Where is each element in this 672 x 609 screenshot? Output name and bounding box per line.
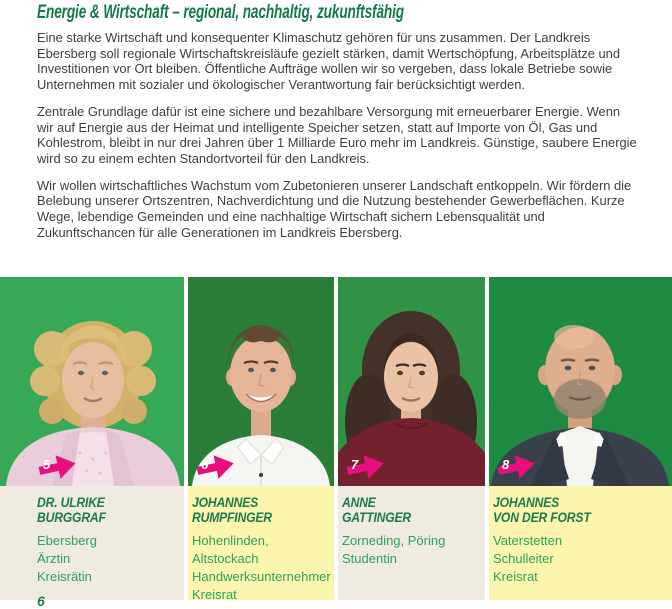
paragraph-2: Zentrale Grundlage dafür ist eine sichere und bezahlbare Versorgung mit erneuerbarer Energie. Wenn wir auf Energie aus der Heimat und intelligente Speicher setzen, statt auf Importe von Öl, Gas und Kohlestrom, bleibt in nur drei Jahren über 1 Milliarde Euro mehr im Landkreis. Günstige, saubere Energie wird so zu einem echten Standortvorteil für den Landkreis. (37, 103, 637, 166)
page-title: Energie & Wirtschaft – regional, nachhaltig, zukunftsfähig (37, 2, 405, 23)
candidate-card-von-der-forst (489, 277, 672, 600)
paragraph-1: Eine starke Wirtschaft und konsequenter Klimaschutz gehören für uns zusammen. Der Landkreis Ebersberg soll regionale Wirtschaftskreisläufe gezielt stärken, damit Wertschöpfung, Arbeitsplätze und Investitionen vor Ort bleiben. Öffentliche Aufträge wollen wir so vergeben, dass lokale Betriebe sowie Unternehmen mit sozialer und ökologischer Verantwortung fair berücksichtigt werden. (37, 30, 620, 93)
candidate-photo (489, 277, 672, 486)
portrait-woman-blonde-icon (0, 277, 184, 486)
candidate-details: Vaterstetten Schulleiter Kreisrat (493, 533, 563, 584)
candidate-number: 8 (502, 457, 510, 472)
candidate-photo (188, 277, 334, 486)
candidate-number-badge (495, 452, 539, 482)
candidate-photo (0, 277, 184, 486)
candidate-photo (338, 277, 485, 486)
candidate-number: 5 (43, 457, 51, 472)
candidate-number-badge (344, 452, 388, 482)
candidate-card-gattinger (338, 277, 485, 600)
candidate-card-rumpfinger (188, 277, 334, 600)
page-number: 6 (37, 593, 45, 609)
candidate-name: ANNE GATTINGER (342, 495, 412, 525)
candidate-details: Zorneding, Pöring Studentin (342, 533, 446, 566)
candidate-grid (0, 277, 672, 600)
candidate-info (338, 486, 485, 600)
candidate-number-badge (36, 452, 80, 482)
candidate-number-badge (194, 452, 238, 482)
candidate-name: JOHANNES RUMPFINGER (192, 495, 272, 525)
candidate-card-burggraf (0, 277, 184, 600)
candidate-name: DR. ULRIKE BURGGRAF (37, 495, 106, 525)
candidate-number: 7 (351, 457, 359, 472)
candidate-info (188, 486, 334, 600)
candidate-details: Hohenlinden, Altstockach Handwerksunternehmer Kreisrat (192, 533, 331, 602)
body-copy (37, 30, 640, 251)
paragraph-3: Wir wollen wirtschaftliches Wachstum vom Zubetonieren unserer Landschaft entkoppeln. Wir fördern die Belebung unserer Ortszentren, Nachverdichtung und die Nutzung bestehender Gewerbeflächen. Kurze Wege, lebendige Gemeinden und eine nachhaltige Wirtschaft sichern Lebensqualität und Zukunftschancen für alle Generationen im Landkreis Ebersberg. (37, 177, 632, 240)
candidate-info (0, 486, 184, 600)
candidate-info (489, 486, 672, 600)
candidate-number: 6 (201, 457, 209, 472)
candidate-name: JOHANNES VON DER FORST (493, 495, 591, 525)
candidate-details: Ebersberg Ärztin Kreisrätin (37, 533, 97, 584)
